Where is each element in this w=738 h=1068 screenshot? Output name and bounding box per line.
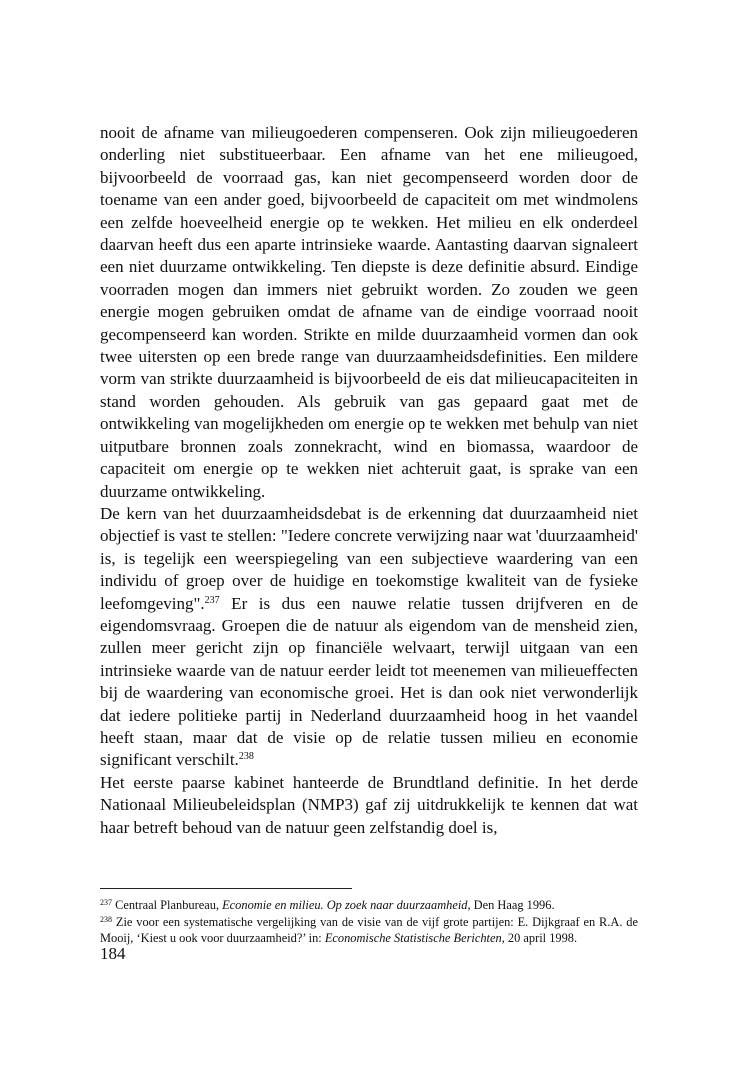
paragraph-2: [100, 503, 638, 772]
footnote-divider: [100, 888, 352, 889]
page-number: 184: [100, 944, 126, 963]
footnote-title: Economische Statistische Berichten: [324, 931, 502, 945]
footnote-number: 237: [100, 898, 112, 907]
footnote-title: Economie en milieu. Op zoek naar duurzaamheid: [222, 898, 468, 912]
paragraph-2-text-a: De kern van het duurzaamheidsdebat is de erkenning dat duurzaamheid niet objectief is vast te stellen: "Iedere concrete verwijzing naar wat 'duurzaamheid' is, is tegelijk een weerspiegeling van een subjectieve waardering van een individu of groep over de huidige en toekomstige kwaliteit van de fysieke leefomgeving".: [100, 503, 638, 613]
body-text: [100, 122, 638, 839]
footnote-text: , 20 april 1998.: [501, 931, 578, 945]
paragraph-1: [100, 122, 638, 503]
footnote-ref-237[interactable]: 237: [204, 594, 220, 606]
paragraph-2-text-b: Er is dus een nauwe relatie tussen drijfveren en de eigendomsvraag. Groepen die de natuur als eigendom van de mensheid zien, zullen meer gericht zijn op financiële welvaart, terwijl uitgaan van een intrinsieke waarde van de natuur eerder leidt tot meenemen van milieueffecten bij de waardering van economische groei. Het is dan ook niet verwonderlijk dat iedere politieke partij in Nederland duurzaamheid hoog in het vaandel heeft staan, maar dat de visie op de relatie tussen milieu en economie significant verschilt.: [100, 593, 638, 770]
footnotes: [100, 897, 638, 947]
paragraph-1-text: nooit de afname van milieugoederen compenseren. Ook zijn milieugoederen onderling niet substitueerbaar. Een afname van het ene milieugoed, bijvoorbeeld de voorraad gas, kan niet gecompenseerd worden door de toename van een ander goed, bijvoorbeeld de capaciteit om met windmolens een zelfde hoeveelheid energie op te wekken. Het milieu en elk onderdeel daarvan heeft dus een aparte intrinsieke waarde. Aantasting daarvan signaleert een niet duurzame ontwikkeling. Ten diepste is deze definitie absurd. Eindige voorraden mogen dan immers niet gebruikt worden. Zo zouden we geen energie mogen gebruiken omdat de afname van de eindige voorraad nooit gecompenseerd kan worden. Strikte en milde duurzaamheid vormen dan ook twee uitersten op een brede range van duurzaamheidsdefinities. Een mildere vorm van strikte duurzaamheid is bijvoorbeeld de eis dat milieucapaciteiten in stand worden gehouden. Als gebruik van gas gepaard gaat met de ontwikkeling van mogelijkheden om energie op te wekken met behulp van niet uitputbare bronnen zoals zonnekracht, wind en biomassa, waardoor de capaciteit om energie op te wekken niet achteruit gaat, is sprake van een duurzame ontwikkeling.: [100, 123, 638, 501]
footnote-text: Zie voor een systematische vergelijking van de visie van de vijf grote partijen: E. Dijkgraaf en R.A. de Mooij, ‘Kiest u ook voor duurzaamheid?’ in:: [100, 914, 638, 945]
footnote-text: Centraal Planbureau,: [112, 898, 223, 912]
footnote-number: 238: [100, 914, 112, 924]
footnote-238: [100, 914, 638, 947]
footnote-text: , Den Haag 1996.: [467, 898, 555, 912]
footnote-237: [100, 897, 638, 914]
paragraph-3: [100, 772, 638, 839]
footnote-ref-238[interactable]: 238: [238, 751, 254, 763]
paragraph-3-text: Het eerste paarse kabinet hanteerde de Brundtland definitie. In het derde Nationaal Milieubeleidsplan (NMP3) gaf zij uitdrukkelijk te kennen dat wat haar betreft behoud van de natuur geen zelfstandig doel is,: [100, 772, 638, 837]
